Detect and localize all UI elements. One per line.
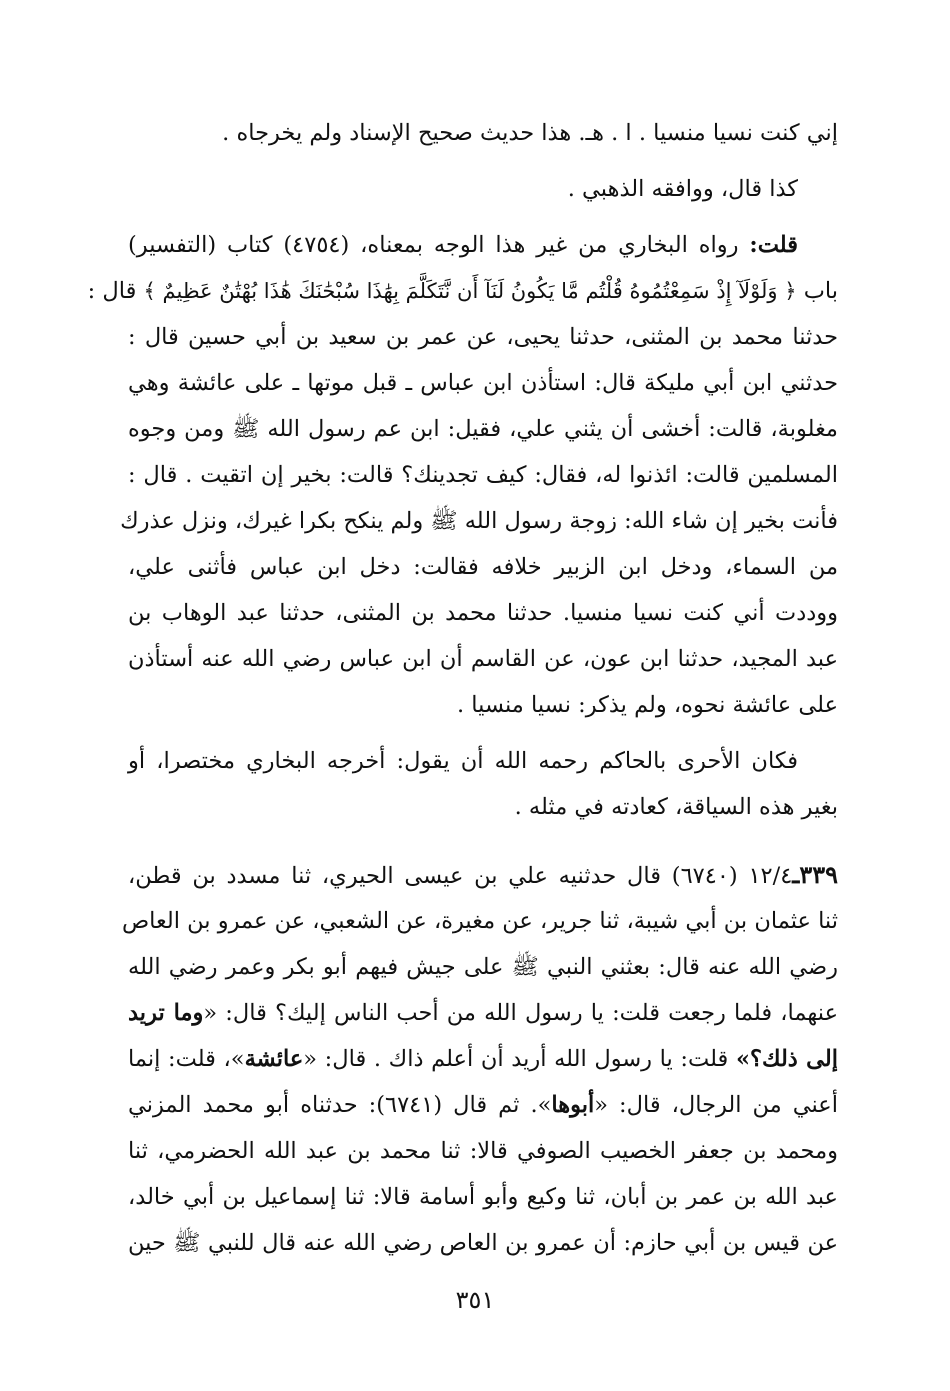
text-span: ١٢/٤ (٦٧٤٠) قال حدثنيه علي بن عيسى الحيري، ثنا مسدد بن قطن، (128, 863, 793, 889)
text-span: رواه البخاري من غير هذا الوجه بمعناه، (٤٧٥٤) كتاب (التفسير) (128, 232, 739, 258)
text-line: فأنت بخير إن شاء الله: زوجة رسول الله ﷺ ولم ينكح بكرا غيرك، ونزل عذرك (120, 508, 838, 534)
quran-verse: ﴿ وَلَوْلَآ إِذْ سَمِعْتُمُوهُ قُلْتُم مَّا يَكُونُ لَنَآ أَن نَّتَكَلَّمَ بِهَٰذَا سُبْحَٰنَكَ هَٰذَا بُهْتَٰنٌ عَظِيمٌ ﴾ (143, 279, 797, 303)
text-line: ووددت أني كنت نسيا منسيا. حدثنا محمد بن المثنى، حدثنا عبد الوهاب بن (128, 600, 838, 626)
text-line: عبد المجيد، حدثنا ابن عون، عن القاسم أن ابن عباس رضي الله عنه أستأذن (128, 646, 838, 672)
text-line: مغلوبة، قالت: أخشى أن يثني علي، فقيل: ابن عم رسول الله ﷺ ومن وجوه (128, 416, 838, 442)
text-span: ». ثم قال (٦٧٤١): حدثناه أبو محمد المزني (128, 1092, 552, 1118)
text-line (128, 852, 838, 898)
text-line: ومحمد بن جعفر الخصيب الصوفي قالا: ثنا محمد بن عبد الله الحضرمي، ثنا (128, 1138, 838, 1164)
bold-quote: وما تريد (128, 1000, 204, 1026)
text-line: رضي الله عنه قال: بعثني النبي ﷺ على جيش فيهم أبو بكر وعمر رضي الله (128, 954, 838, 980)
text-line: من السماء، ودخل ابن الزبير خلافه فقالت: دخل ابن عباس فأثنى علي، (128, 554, 838, 580)
text-line: ثنا عثمان بن أبي شيبة، ثنا جرير، عن مغيرة، عن الشعبي، عن عمرو بن العاص (121, 908, 838, 934)
text-line: حدثنا محمد بن المثنى، حدثنا يحيى، عن عمر بن سعيد بن أبي حسين قال : (128, 324, 838, 350)
text-line (128, 1036, 838, 1082)
qult-label: قلت: (749, 232, 798, 258)
bold-quote: عائشة (244, 1046, 304, 1072)
bold-quote: إلى ذلك؟» (735, 1046, 839, 1072)
text-span: قلت: يا رسول الله أريد أن أعلم ذاك . قال: « (303, 1046, 729, 1072)
text-span: »، قلت: إنما (128, 1046, 245, 1072)
text-line: بغير هذه السياقة، كعادته في مثله . (514, 794, 838, 820)
text-line: إني كنت نسيا منسيا . ا . هـ. هذا حديث صحيح الإسناد ولم يخرجاه . (222, 120, 838, 146)
text-line: المسلمين قالت: ائذنوا له، فقال: كيف تجدينك؟ قالت: بخير إن اتقيت . قال : (128, 462, 838, 488)
hadith-number: ٣٣٩ـ (792, 860, 838, 889)
text-line (128, 222, 838, 268)
bold-quote: أبوها (551, 1092, 595, 1118)
page-body (87, 110, 839, 1266)
text-line: كذا قال، ووافقه الذهبي . (567, 176, 798, 202)
text-line: فكان الأحرى بالحاكم رحمه الله أن يقول: أخرجه البخاري مختصرا، أو (128, 748, 798, 774)
text-line: حدثني ابن أبي مليكة قال: استأذن ابن عباس ـ قبل موتها ـ على عائشة وهي (128, 370, 838, 396)
text-line: عبد الله بن عمر بن أبان، ثنا وكيع وأبو أسامة قالا: ثنا إسماعيل بن أبي خالد، (128, 1184, 838, 1210)
text-line: عن قيس بن أبي حازم: أن عمرو بن العاص رضي الله عنه قال للنبي ﷺ حين (128, 1230, 838, 1256)
text-span: قال : (87, 278, 137, 304)
text-line (87, 268, 838, 314)
text-line: على عائشة نحوه، ولم يذكر: نسيا منسيا . (457, 692, 838, 718)
text-span: أعني من الرجال، قال: « (594, 1092, 838, 1118)
text-span: عنهما، فلما رجعت قلت: يا رسول الله من أحب الناس إليك؟ قال: « (203, 1000, 838, 1026)
text-line (128, 990, 838, 1036)
page-number: ٣٥١ (455, 1286, 495, 1314)
text-line (128, 1082, 838, 1128)
text-span: باب (803, 278, 838, 304)
